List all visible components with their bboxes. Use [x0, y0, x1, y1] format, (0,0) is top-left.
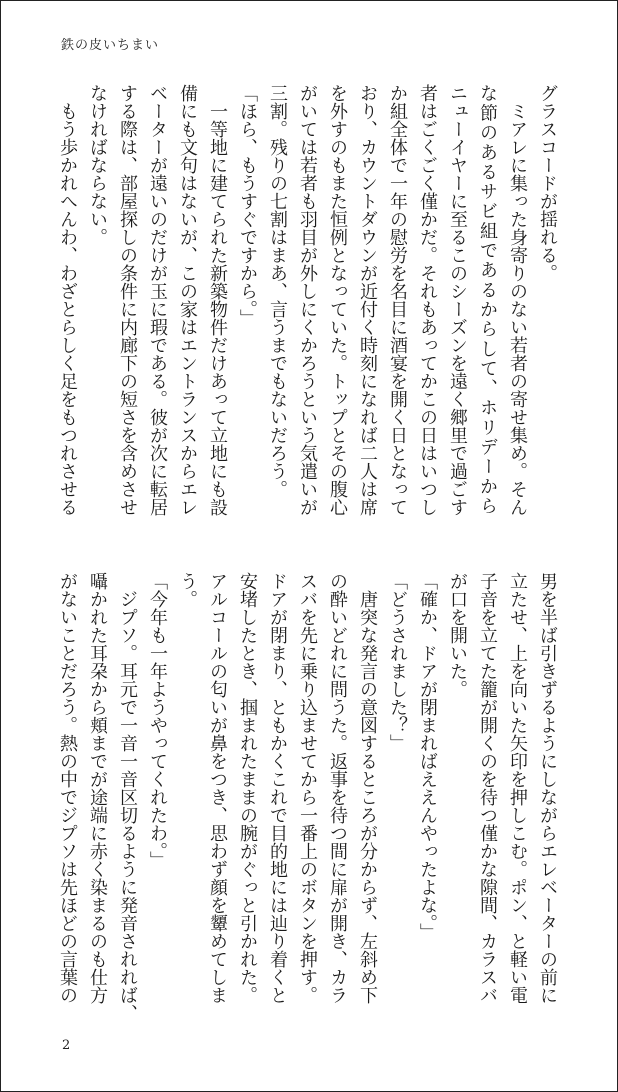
text-column: 「ほら、もうすぐですから。」	[237, 84, 258, 327]
text-column: 子音を立てた籠が開くのを待つ僅かな隙間、カラスバ	[477, 572, 498, 1004]
text-column: なければならない。	[87, 84, 108, 246]
text-column: おり、カウントダウンが近付く時刻になれば二人は席	[357, 84, 378, 516]
bottom-text-block	[52, 572, 562, 1022]
text-column: する際は、部屋探しの条件に内廊下の短さを含めさせ	[117, 84, 138, 516]
text-column: 三割。残りの七割はまあ、言うまでもないだろう。	[267, 84, 288, 498]
text-column: 備にも文句はないが、この家はエントランスからエレ	[177, 84, 198, 516]
text-column: 「今年も一年ようやってくれたわ。」	[147, 572, 168, 869]
text-column: う。	[177, 572, 198, 608]
text-column: 一等地に建てられた新築物件だけあって立地にも設	[207, 84, 228, 516]
text-column: ベーターが遠いのだけが玉に瑕である。彼が次に転居	[147, 84, 168, 516]
text-column: もう歩かれへんわ、わざとらしく足をもつれさせる	[57, 84, 78, 516]
top-text-block	[52, 84, 562, 520]
text-column: 「どうされました？」	[387, 572, 408, 752]
text-column: な節のあるサビ組であるからして、ホリデーから	[477, 84, 498, 517]
text-column: スバを先に乗り込ませてから一番上のボタンを押す。	[297, 572, 318, 1004]
text-column: ジプソ。耳元で一音一音区切るように発音されれば、	[117, 572, 138, 1022]
text-column: 「確か、ドアが閉まればええんやったよな。」	[417, 572, 438, 941]
text-column: アルコールの匂いが鼻をつき、思わず顔を顰めてしま	[207, 572, 228, 1004]
text-column: グラスコードが揺れる。	[537, 84, 558, 282]
text-column: ニューイヤーに至るこのシーズンを遠く郷里で過ごす	[447, 84, 468, 516]
text-column: か組全体で一年の慰労を名目に酒宴を開く日となって	[387, 84, 408, 516]
text-column: を外すのもまた恒例となっていた。トップとその腹心	[327, 84, 348, 516]
text-column: 囁かれた耳朶から頬までが途端に赤く染まるのも仕方	[87, 572, 108, 1004]
text-column: 唐突な発言の意図するところが分からず、左斜め下	[357, 572, 378, 1004]
text-column: 者はごくごく僅かだ。それもあってかこの日はいつし	[417, 84, 438, 516]
text-column: がないことだろう。熱の中でジプソは先ほどの言葉の	[57, 572, 78, 1004]
text-column: が口を開いた。	[447, 572, 468, 698]
text-column: ミアレに集った身寄りのない若者の寄せ集め。そん	[507, 84, 528, 516]
text-column: の酔いどれに問うた。返事を待つ間に扉が開き、カラ	[327, 572, 348, 1004]
running-header: 鉄の皮いちまい	[61, 38, 160, 53]
text-column: 安堵したとき、掴まれたままの腕がぐっと引かれた。	[237, 572, 258, 1004]
text-column: 男を半ば引きずるようにしながらエレベーターの前に	[537, 572, 558, 1004]
text-column: がいては若者も羽目が外しにくかろうという気遣いが	[297, 84, 318, 516]
page-number: 2	[62, 1038, 71, 1053]
text-column: ドアが閉まり、ともかくこれで目的地には辿り着くと	[267, 572, 288, 1004]
text-column: 立たせ、上を向いた矢印を押しこむ。ポン、と軽い電	[507, 572, 528, 1004]
